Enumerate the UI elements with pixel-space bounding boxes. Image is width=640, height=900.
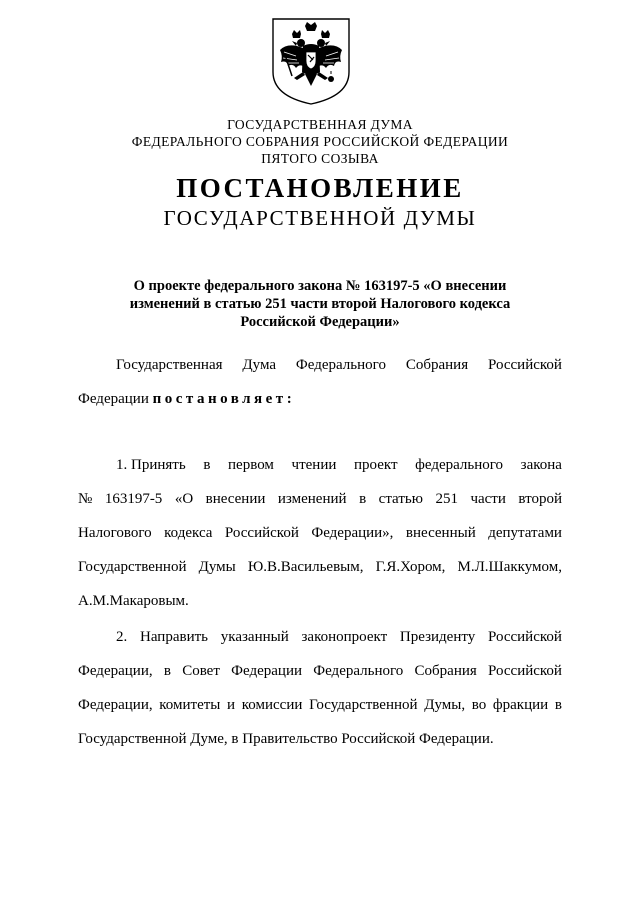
- text-line: [78, 348, 562, 382]
- text-line: [78, 688, 562, 722]
- preamble-paragraph: [78, 348, 562, 416]
- word: фракции: [492, 697, 549, 713]
- word: Собрания: [405, 357, 469, 373]
- subject-line: О проекте федерального закона № 163197-5 «О внесении: [133, 278, 507, 294]
- word: чтении: [291, 457, 337, 473]
- word: Федерального: [295, 357, 386, 373]
- word: Президенту: [399, 629, 476, 645]
- document-type-title: ПОСТАНОВЛЕНИЕ: [176, 173, 464, 203]
- word: указанный: [220, 629, 289, 645]
- text-line: [78, 620, 562, 654]
- word: №: [78, 491, 93, 507]
- word: Налогового: [78, 525, 152, 541]
- word: в: [359, 491, 367, 507]
- word: Думы: [198, 559, 236, 575]
- text-line: А.М.Макаровым.: [78, 593, 189, 609]
- subject-line: Российской Федерации»: [240, 314, 400, 330]
- word: Федерации: [231, 663, 302, 679]
- text-line: [78, 382, 562, 416]
- double-headed-eagle-icon: [270, 16, 352, 106]
- word: Российской: [488, 629, 562, 645]
- resolution-subject: [100, 277, 540, 331]
- word: Ю.В.Васильевым,: [247, 559, 364, 575]
- word: Дума: [242, 357, 277, 373]
- word: «О: [174, 491, 194, 507]
- subject-line: изменений в статью 251 части второй Налогового кодекса: [129, 296, 511, 312]
- text-line: [78, 550, 562, 584]
- word: Собрания: [414, 663, 477, 679]
- word: Совет: [182, 663, 220, 679]
- item-2-paragraph: [78, 620, 562, 756]
- text-line: [78, 448, 562, 482]
- word: депутатами: [488, 525, 562, 541]
- word: Думы,: [424, 697, 466, 713]
- item-1-paragraph: [78, 448, 562, 618]
- word: Российской: [488, 663, 562, 679]
- word: во: [471, 697, 487, 713]
- word: Федерального: [313, 663, 404, 679]
- word: кодекса: [164, 525, 213, 541]
- word: Федерации: [78, 391, 153, 407]
- word: Государственная: [116, 357, 223, 373]
- word: 251: [435, 491, 458, 507]
- word: законопроект: [301, 629, 388, 645]
- word: в: [203, 457, 211, 473]
- decree-word: постановляет: [152, 391, 287, 407]
- header-line-assembly: ФЕДЕРАЛЬНОГО СОБРАНИЯ РОССИЙСКОЙ ФЕДЕРАЦИИ: [131, 134, 509, 149]
- word: 163197-5: [104, 491, 163, 507]
- word: Российской: [224, 525, 299, 541]
- word: в: [163, 663, 171, 679]
- word: Направить: [140, 629, 208, 645]
- word: 2.: [116, 629, 128, 645]
- text-line: [78, 482, 562, 516]
- word: М.Л.Шаккумом,: [457, 559, 562, 575]
- text-line: [78, 516, 562, 550]
- word: изменений: [277, 491, 347, 507]
- issuer-header: [0, 116, 640, 167]
- word: 1. Принять: [116, 457, 186, 473]
- word: внесенный: [405, 525, 476, 541]
- word: закона: [520, 457, 562, 473]
- word: комитеты: [159, 697, 221, 713]
- word: проект: [354, 457, 398, 473]
- word: первом: [228, 457, 274, 473]
- word: Государственной: [78, 559, 187, 575]
- word: и: [227, 697, 236, 713]
- word: части: [470, 491, 506, 507]
- colon: :: [286, 391, 296, 407]
- word: второй: [518, 491, 562, 507]
- word: статью: [378, 491, 423, 507]
- word: Федерации,: [78, 663, 153, 679]
- text-line: Государственной Думе, в Правительство Российской Федерации.: [78, 731, 494, 747]
- word: Федерации,: [78, 697, 153, 713]
- document-issuer-subtitle: ГОСУДАРСТВЕННОЙ ДУМЫ: [163, 206, 477, 230]
- word: внесении: [205, 491, 266, 507]
- word: федерального: [415, 457, 504, 473]
- header-line-convocation: ПЯТОГО СОЗЫВА: [261, 151, 379, 166]
- word: Российской: [488, 357, 562, 373]
- word: комиссии: [241, 697, 303, 713]
- header-line-duma: ГОСУДАРСТВЕННАЯ ДУМА: [227, 117, 413, 132]
- text-line: [78, 654, 562, 688]
- coat-of-arms-emblem: [270, 16, 352, 106]
- word: Федерации»,: [311, 525, 394, 541]
- word: в: [554, 697, 562, 713]
- word: Г.Я.Хором,: [375, 559, 446, 575]
- word: Государственной: [309, 697, 418, 713]
